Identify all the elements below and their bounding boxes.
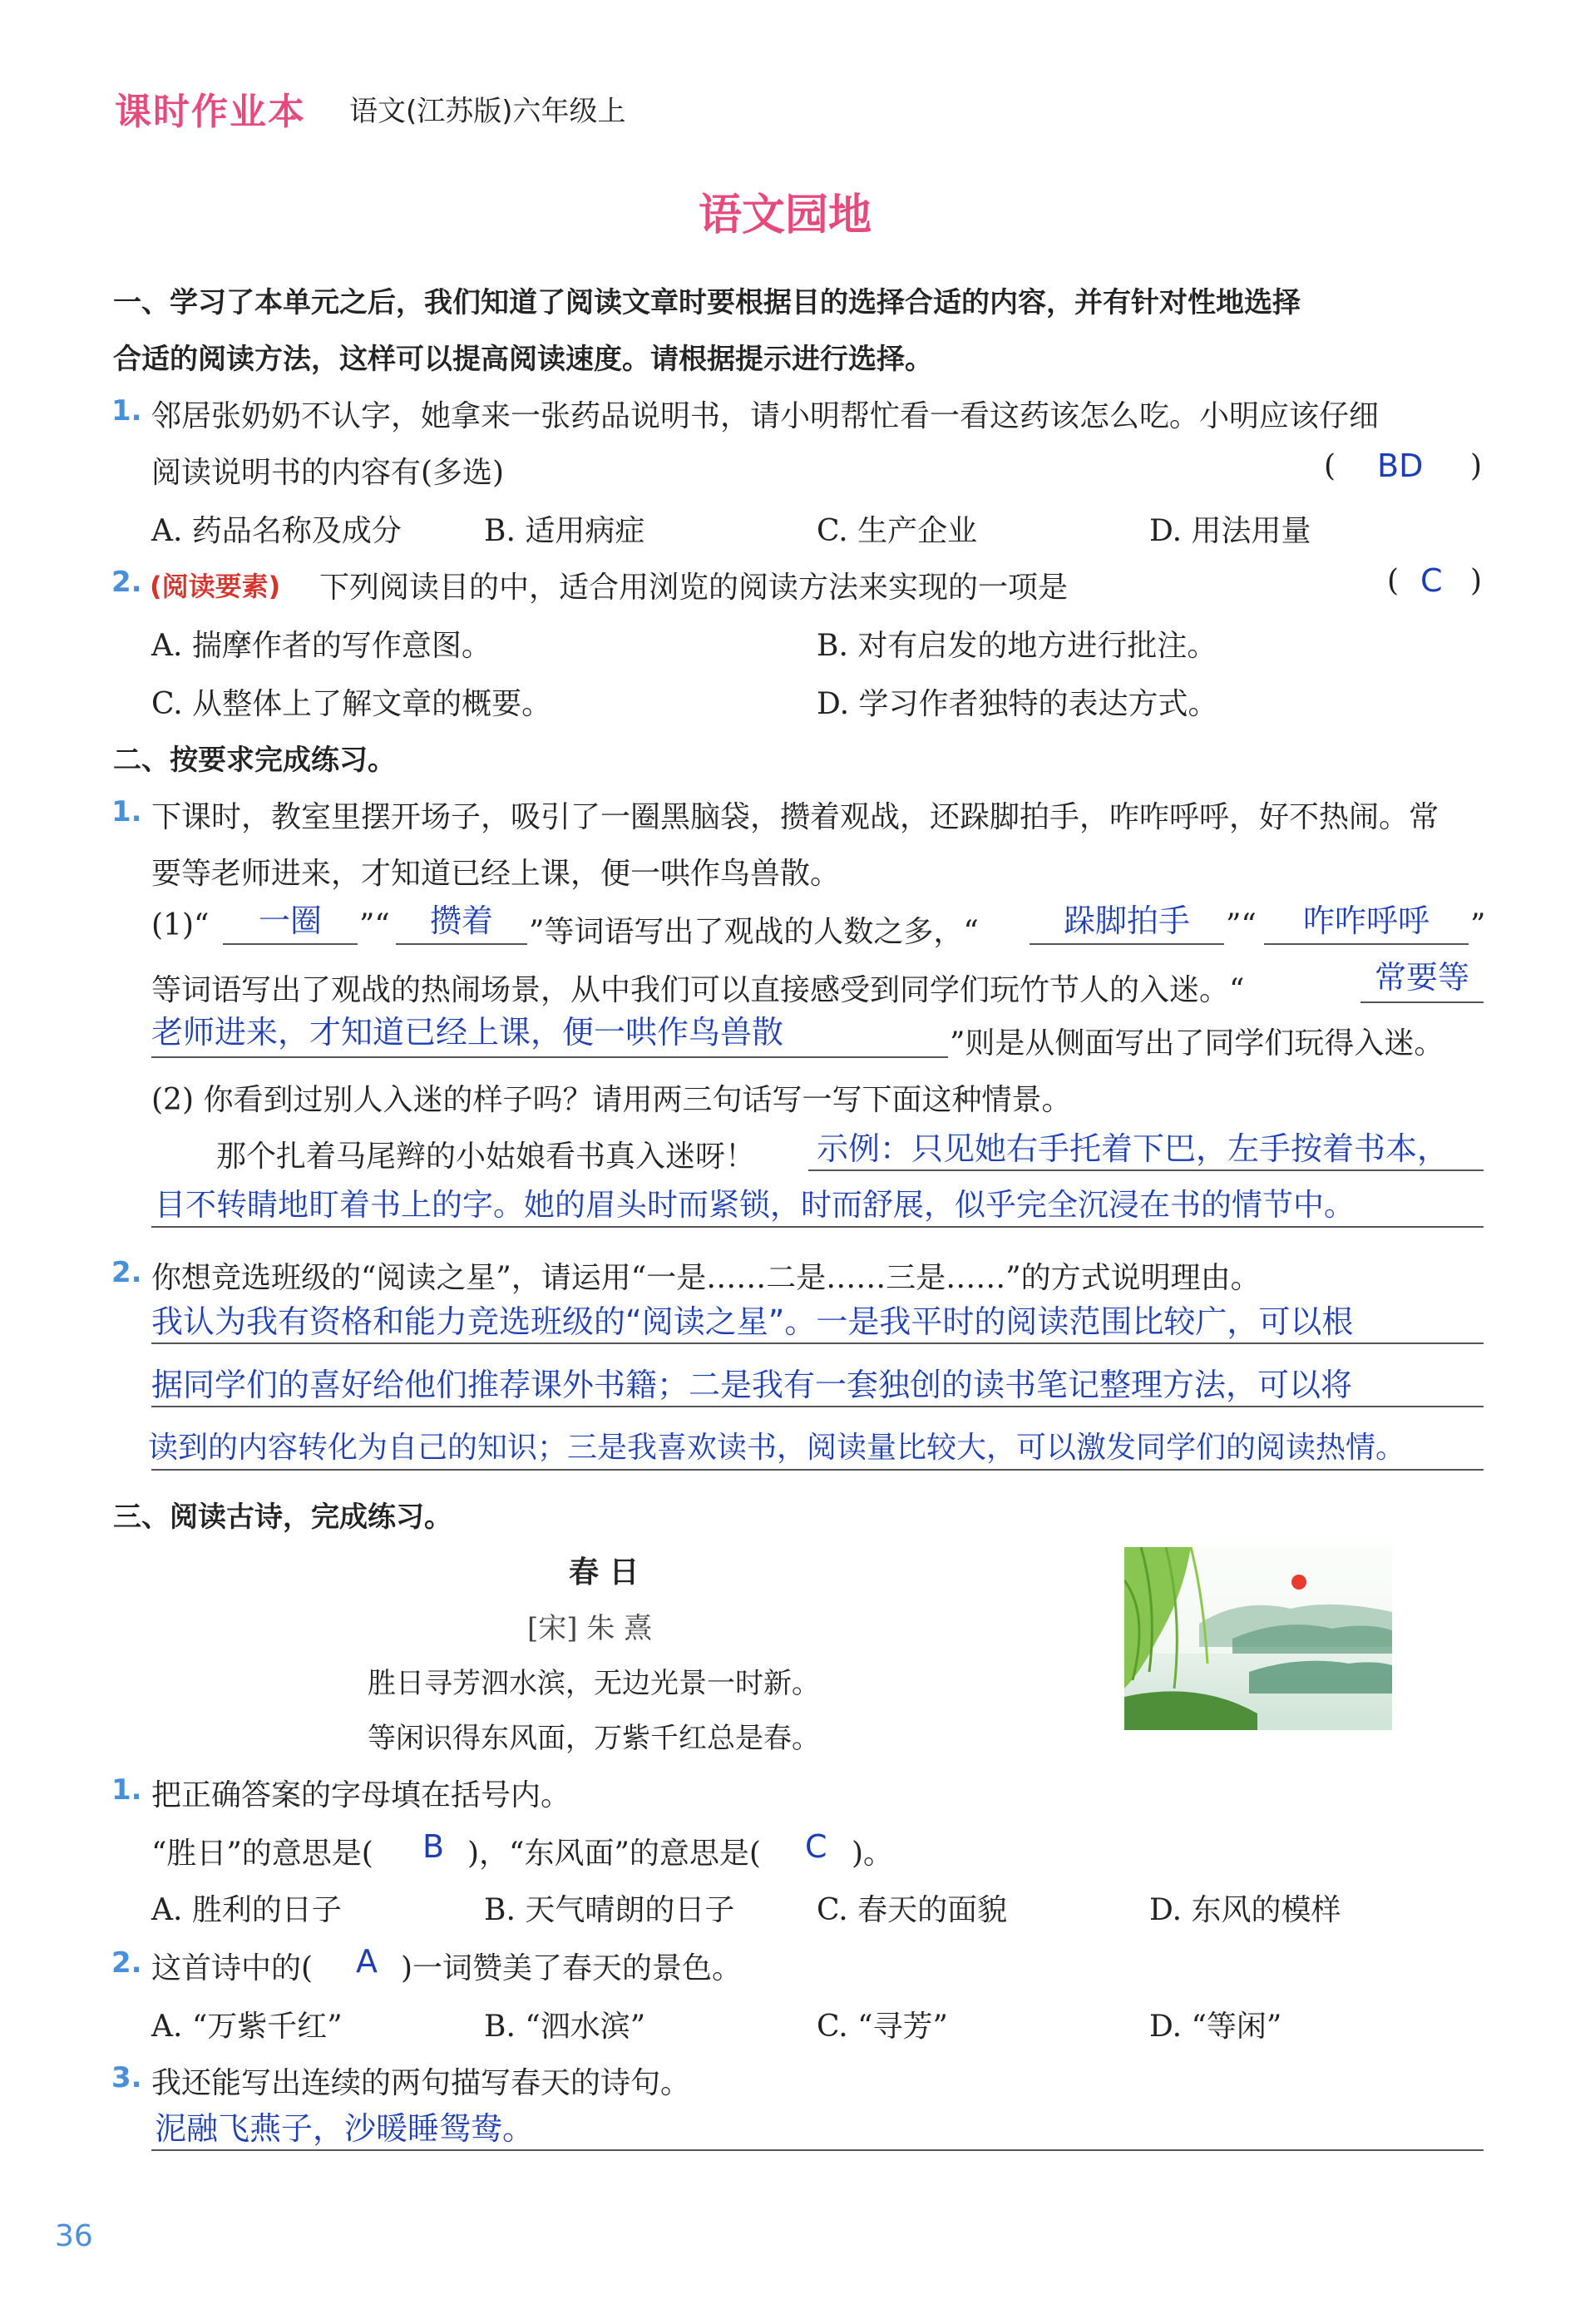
option-d: D. “等闲” [1149, 2010, 1282, 2044]
reading-element-tag: (阅读要素) [150, 571, 281, 602]
answer-blank-line [151, 1342, 1484, 1344]
answer-input[interactable]: C [1420, 562, 1443, 599]
answer-blank-line [808, 1169, 1484, 1171]
answer-paren-close: ) [1470, 564, 1483, 598]
option-a: A. 揣摩作者的写作意图。 [151, 629, 491, 663]
question-number: 2. [111, 566, 142, 599]
sub-question-text: 等词语写出了观战的热闹场景，从中我们可以直接感受到同学们玩竹节人的入迷。“ [151, 973, 1245, 1007]
question-number: 3. [111, 2061, 142, 2094]
answer-input[interactable]: C [805, 1828, 827, 1865]
page-title: 语文园地 [699, 190, 872, 240]
option-c: C. 从整体上了解文章的概要。 [151, 687, 552, 721]
question-number: 2. [111, 1946, 142, 1980]
answer-paren-open: ( [1387, 564, 1400, 598]
answer-blank-line [151, 2149, 1484, 2151]
answer-paren-close: ) [1470, 449, 1483, 483]
sub-question-2: (2) 你看到过别人入迷的样子吗？请用两三句话写一写下面这种情景。 [151, 1083, 1072, 1117]
option-d: D. 东风的模样 [1149, 1893, 1341, 1927]
poem-title: 春 日 [569, 1555, 639, 1590]
option-a: A. 胜利的日子 [151, 1893, 342, 1927]
sun-shape [1291, 1575, 1306, 1590]
question-text: 阅读说明书的内容有(多选) [151, 456, 505, 490]
option-b: B. 适用病症 [484, 514, 645, 548]
blank-answer-4[interactable]: 咋咋呼呼 [1302, 902, 1430, 939]
option-a: A. “万紫千红” [151, 2010, 343, 2044]
section-3-heading: 三、阅读古诗，完成练习。 [113, 1501, 452, 1534]
answer-blank-line [396, 943, 527, 945]
question-text: 把正确答案的字母填在括号内。 [151, 1778, 571, 1812]
blank-answer-2[interactable]: 攒着 [429, 902, 493, 939]
answer-input[interactable]: A [356, 1943, 378, 1980]
quote-separator: ”“ [359, 908, 390, 942]
written-answer-line-1[interactable]: 泥融飞燕子，沙暖睡鸳鸯。 [155, 2110, 535, 2147]
poem-line-2: 等闲识得东风面，万紫千红总是春。 [368, 1722, 820, 1755]
sub-question-text: ”则是从侧面写出了同学们玩得入迷。 [950, 1026, 1444, 1061]
written-answer-line-1[interactable]: 示例：只见她右手托着下巴，左手按着书本， [817, 1130, 1449, 1167]
answer-input[interactable]: B [422, 1828, 445, 1865]
answer-blank-line [151, 1406, 1484, 1407]
written-answer-line-2[interactable]: 据同学们的喜好给他们推荐课外书籍；二是我有一套独创的读书笔记整理方法，可以将 [151, 1367, 1353, 1403]
question-text: “胜日”的意思是( [151, 1837, 373, 1871]
quote-close: ” [1470, 908, 1486, 942]
blank-answer-5a[interactable]: 常要等 [1374, 959, 1469, 996]
written-answer-line-1[interactable]: 我认为我有资格和能力竞选班级的“阅读之星”。一是我平时的阅读范围比较广，可以根 [151, 1303, 1354, 1340]
blank-answer-3[interactable]: 跺脚拍手 [1063, 902, 1190, 939]
answer-blank-line [223, 943, 358, 945]
sub-question-text: ”等词语写出了观战的人数之多，“ [529, 915, 979, 949]
option-b: B. 天气晴朗的日子 [484, 1893, 735, 1927]
answer-blank-line [1264, 943, 1469, 945]
question-number: 1. [111, 1773, 142, 1807]
section-2-heading: 二、按要求完成练习。 [113, 744, 396, 777]
option-c: C. 春天的面貌 [817, 1893, 1008, 1927]
question-text: 下列阅读目的中，适合用浏览的阅读方法来实现的一项是 [319, 571, 1069, 605]
answer-input[interactable]: BD [1377, 447, 1424, 484]
question-text: 我还能写出连续的两句描写春天的诗句。 [151, 2066, 691, 2100]
answer-blank-line [151, 1226, 1484, 1228]
subject-label: 语文(江苏版)六年级上 [349, 95, 626, 128]
answer-paren-open: ( [1324, 449, 1336, 483]
answer-blank-line [151, 1056, 948, 1058]
poem-author: [宋] 朱 熹 [527, 1612, 653, 1645]
option-b: B. 对有启发的地方进行批注。 [817, 629, 1217, 663]
passage-text: 下课时，教室里摆开场子，吸引了一圈黑脑袋，攒着观战，还跺脚拍手，咋咋呼呼，好不热闹。常 [151, 800, 1439, 834]
answer-blank-line [1360, 1001, 1484, 1003]
answer-blank-line [151, 1469, 1484, 1471]
question-text: )一词赞美了春天的景色。 [401, 1951, 743, 1985]
passage-text: 要等老师进来，才知道已经上课，便一哄作鸟兽散。 [151, 857, 841, 891]
sub-question-label: (1)“ [151, 908, 210, 942]
question-number: 2. [111, 1256, 142, 1289]
written-answer-line-3[interactable]: 读到的内容转化为自己的知识；三是我喜欢读书，阅读量比较大，可以激发同学们的阅读热情。 [148, 1431, 1406, 1465]
blank-answer-5b[interactable]: 老师进来，才知道已经上课，便一哄作鸟兽散 [151, 1014, 784, 1051]
question-number: 1. [111, 795, 142, 828]
section-1-heading-line-1: 一、学习了本单元之后，我们知道了阅读文章时要根据目的选择合适的内容，并有针对性地选择 [113, 286, 1301, 319]
option-d: D. 用法用量 [1149, 514, 1311, 548]
option-c: C. “寻芳” [817, 2010, 948, 2044]
quote-separator: ”“ [1226, 908, 1257, 942]
written-answer-line-2[interactable]: 目不转睛地盯着书上的字。她的眉头时而紧锁，时而舒展，似乎完全沉浸在书的情节中。 [155, 1187, 1355, 1223]
blank-answer-1[interactable]: 一圈 [258, 902, 322, 939]
question-text: )，“东风面”的意思是( [467, 1837, 761, 1871]
page-number: 36 [55, 2219, 93, 2253]
option-c: C. 生产企业 [817, 514, 978, 548]
spring-landscape-illustration [1124, 1547, 1392, 1730]
option-d: D. 学习作者独特的表达方式。 [817, 687, 1218, 721]
question-number: 1. [111, 394, 142, 428]
poem-line-1: 胜日寻芳泗水滨，无边光景一时新。 [368, 1667, 820, 1700]
sub-question-2-lead: 那个扎着马尾辫的小姑娘看书真入迷呀！ [216, 1140, 756, 1174]
answer-blank-line [1030, 943, 1224, 945]
brand-title: 课时作业本 [115, 91, 306, 133]
section-1-heading-line-2: 合适的阅读方法，这样可以提高阅读速度。请根据提示进行选择。 [113, 343, 933, 376]
question-text: 邻居张奶奶不认字，她拿来一张药品说明书，请小明帮忙看一看这药该怎么吃。小明应该仔细 [151, 399, 1380, 433]
option-b: B. “泗水滨” [484, 2010, 646, 2044]
option-a: A. 药品名称及成分 [151, 514, 402, 548]
question-text: 你想竞选班级的“阅读之星”，请运用“一是……二是……三是……”的方式说明理由。 [151, 1261, 1261, 1295]
question-text: 这首诗中的( [151, 1951, 314, 1985]
question-text: )。 [852, 1837, 894, 1871]
